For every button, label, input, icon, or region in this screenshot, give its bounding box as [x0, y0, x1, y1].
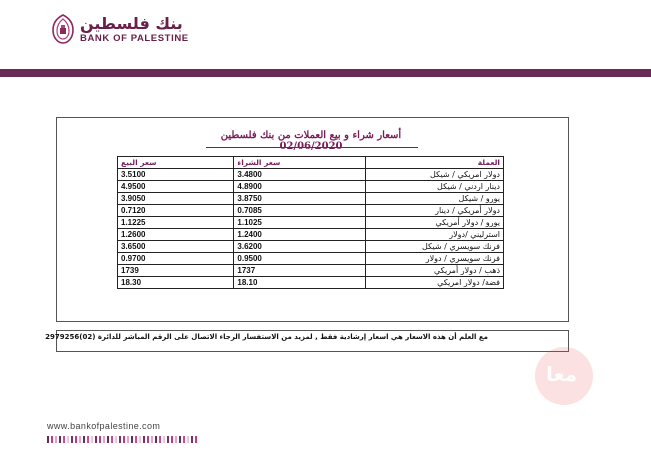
currency-cell: ذهب / دولار أمريكي: [365, 265, 503, 277]
table-row: [118, 217, 504, 229]
table-header-row: [118, 157, 504, 169]
footer-stripe: [163, 436, 165, 443]
footer-stripe: [67, 436, 69, 443]
website-link[interactable]: www.bankofpalestine.com: [47, 421, 161, 431]
currency-cell: يورو / دولار أمريكي: [365, 217, 503, 229]
footer-stripe: [167, 436, 169, 443]
footer-stripe: [103, 436, 105, 443]
header-band: [0, 69, 651, 77]
footer-stripe: [159, 436, 161, 443]
buy-cell: 18.10: [234, 277, 365, 289]
buy-cell: 0.7085: [234, 205, 365, 217]
currency-cell: دينار اردني / شيكل: [365, 181, 503, 193]
footer-stripe: [191, 436, 193, 443]
table-row: [118, 229, 504, 241]
buy-cell: 3.6200: [234, 241, 365, 253]
sell-cell: 0.7120: [118, 205, 234, 217]
footer-stripe: [151, 436, 153, 443]
footer-stripe: [175, 436, 177, 443]
footer-stripe: [147, 436, 149, 443]
sell-cell: 3.9050: [118, 193, 234, 205]
currency-cell: دولار امريكي / شيكل: [365, 169, 503, 181]
footer-stripe: [119, 436, 121, 443]
table-row: [118, 181, 504, 193]
sell-cell: 1739: [118, 265, 234, 277]
footer-stripe: [139, 436, 141, 443]
footer-stripe: [171, 436, 173, 443]
table-row: [118, 265, 504, 277]
footer-stripe: [91, 436, 93, 443]
table-row: [118, 277, 504, 289]
footer-stripe: [99, 436, 101, 443]
footer-stripe: [155, 436, 157, 443]
footer-stripe: [127, 436, 129, 443]
brand-name-arabic: بنك فلسطين: [80, 14, 183, 33]
footer-stripe: [135, 436, 137, 443]
sell-cell: 3.6500: [118, 241, 234, 253]
table-row: [118, 205, 504, 217]
table-row: [118, 241, 504, 253]
currency-cell: استرليني /دولار: [365, 229, 503, 241]
footer-stripe: [79, 436, 81, 443]
rates-table: [117, 156, 504, 289]
footer-stripe: [143, 436, 145, 443]
buy-cell: 4.8900: [234, 181, 365, 193]
buy-cell: 0.9500: [234, 253, 365, 265]
sell-cell: 1.2600: [118, 229, 234, 241]
footer-stripe: [115, 436, 117, 443]
footer-stripe: [59, 436, 61, 443]
footer-stripes: [47, 436, 197, 443]
bank-emblem-icon: [52, 14, 74, 44]
footer-stripe: [107, 436, 109, 443]
currency-cell: فرنك سويسري / شيكل: [365, 241, 503, 253]
table-row: [118, 253, 504, 265]
currency-cell: يورو / شيكل: [365, 193, 503, 205]
disclaimer-note: مع العلم أن هذه الاسعار هي اسعار إرشادية فقط , لمزيد من الاستفسار الرجاء الاتصال على الرقم المباشر للدائرة (02)2979256: [45, 333, 488, 341]
header-buy: سعر الشراء: [234, 157, 365, 169]
header-currency: العملة: [365, 157, 503, 169]
footer-stripe: [71, 436, 73, 443]
buy-cell: 3.4800: [234, 169, 365, 181]
footer-stripe: [195, 436, 197, 443]
currency-cell: دولار أمريكي / دينار: [365, 205, 503, 217]
table-row: [118, 193, 504, 205]
header-sell: سعر البيع: [118, 157, 234, 169]
footer-stripe: [75, 436, 77, 443]
footer-stripe: [87, 436, 89, 443]
footer-stripe: [131, 436, 133, 443]
sell-cell: 1.1225: [118, 217, 234, 229]
brand-name-english: BANK OF PALESTINE: [80, 33, 189, 44]
footer-stripe: [51, 436, 53, 443]
footer-stripe: [95, 436, 97, 443]
footer-stripe: [55, 436, 57, 443]
footer-stripe: [183, 436, 185, 443]
title-underline: [206, 147, 418, 148]
sell-cell: 4.9500: [118, 181, 234, 193]
currency-cell: فرنك سويسري / دولار: [365, 253, 503, 265]
currency-cell: فضة/ دولار امريكي: [365, 277, 503, 289]
footer-stripe: [187, 436, 189, 443]
watermark-text: معا: [546, 362, 578, 386]
footer-stripe: [63, 436, 65, 443]
sell-cell: 0.9700: [118, 253, 234, 265]
sell-cell: 3.5100: [118, 169, 234, 181]
rates-title: أسعار شراء و بيع العملات من بنك فلسطين: [220, 130, 402, 141]
footer-stripe: [123, 436, 125, 443]
sell-cell: 18.30: [118, 277, 234, 289]
buy-cell: 1737: [234, 265, 365, 277]
footer-stripe: [47, 436, 49, 443]
footer-stripe: [111, 436, 113, 443]
buy-cell: 3.8750: [234, 193, 365, 205]
footer-stripe: [179, 436, 181, 443]
table-row: [118, 169, 504, 181]
buy-cell: 1.1025: [234, 217, 365, 229]
buy-cell: 1.2400: [234, 229, 365, 241]
footer-stripe: [83, 436, 85, 443]
